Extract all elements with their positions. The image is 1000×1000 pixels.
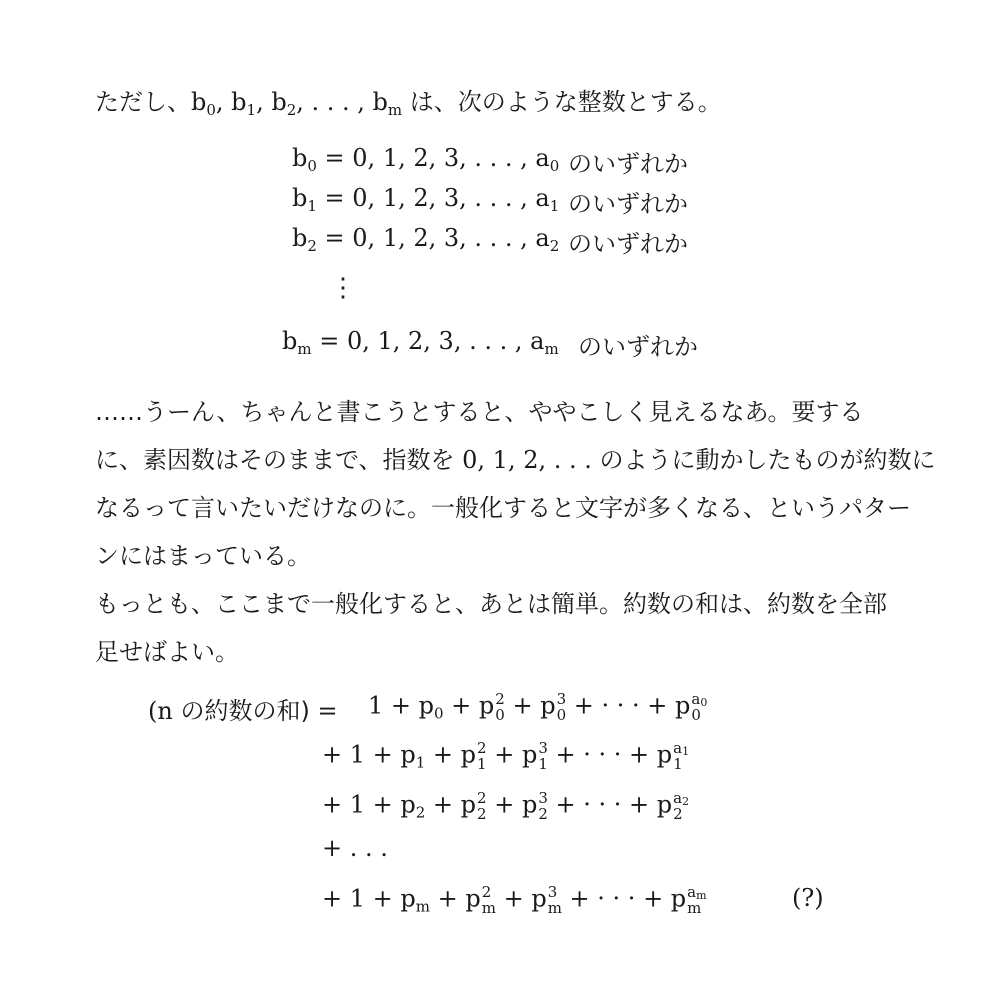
para2-line2: 足せばよい。 [95,638,239,666]
b-def-0: $b_0 = 0$, 1, 2, 3, . . . , $a_0$ のいずれか [292,144,688,178]
sum-eq-row-2: + $1 + p_2 + p$ 2 2 + p 3 2 + · · · + p $a_2$ 2 [322,789,690,823]
para1-line4: ンにはまっている。 [95,542,311,570]
para1-line3: なるって言いたいだけなのに。一般化すると文字が多くなる、というパター [95,494,911,522]
sum-eq-continuation: + . . . [322,834,388,862]
vertical-dots: ⋮ [330,273,356,303]
b-def-0-suffix: のいずれか [568,150,688,178]
sum-eq-row-m: + $1 + p_m + p$ 2 m + p 3 m + · · · + p $a_m$ m [322,883,707,917]
b-def-2-suffix: のいずれか [568,230,688,258]
b-def-1-suffix: のいずれか [568,190,688,218]
sum-eq-row-0: $1 + p_0 + p$ 2 0 + p 3 0 + · · · + p $a_0$ 0 [368,690,708,724]
para2-line1: もっとも、ここまで一般化すると、あとは簡単。約数の和は、約数を全部 [95,590,887,618]
b-def-m: $b_m = 0$, 1, 2, 3, . . . , $a_m$ のいずれか [282,327,698,361]
equation-tag: (?) [792,884,824,912]
b-def-2: $b_2 = 0$, 1, 2, 3, . . . , $a_2$ のいずれか [292,224,688,258]
para1-line1: ……うーん、ちゃんと書こうとすると、ややこしく見えるなあ。要する [95,398,864,426]
para1-exponents: 0, 1, 2, . . . [462,446,592,474]
sum-eq-row-1: + $1 + p_1 + p$ 2 1 + p 3 1 + · · · + p $a_1$ 1 [322,739,690,773]
sum-eq-label: (n の約数の和) = [148,697,338,725]
para1-line2: に、素因数はそのままで、指数を 0, 1, 2, . . . のように動かしたものが約数に [95,446,936,474]
b-def-m-suffix: のいずれか [578,333,698,361]
b-def-1: $b_1 = 0$, 1, 2, 3, . . . , $a_1$ のいずれか [292,184,688,218]
intro-sequence: $b_0$, $b_1$, $b_2$, . . . , $b_m$ [191,88,403,119]
intro-line [95,82,722,117]
intro-text-before: ただし、 [95,88,191,116]
intro-text-after: は、次のような整数とする。 [402,88,722,116]
